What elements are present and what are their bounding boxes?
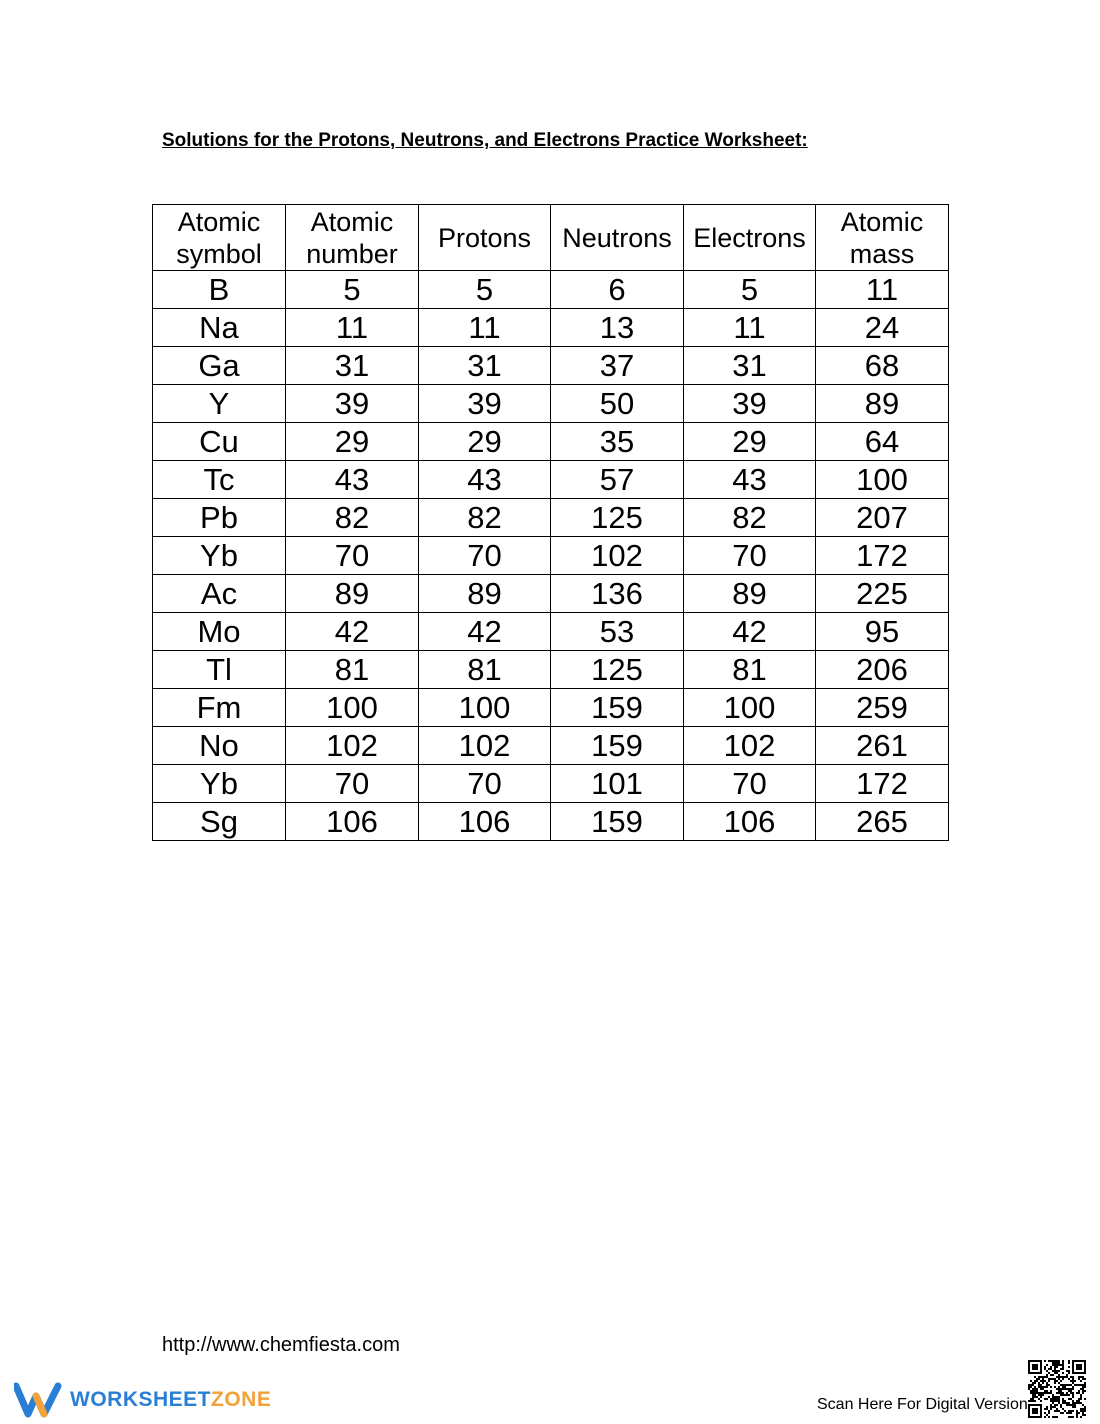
table-row [153,575,949,613]
cell-atomic-symbol: Yb [153,537,286,575]
header-neutrons: Neutrons [551,205,684,271]
cell-neutrons: 37 [551,347,684,385]
cell-atomic-number: 70 [286,765,419,803]
table-row [153,347,949,385]
cell-neutrons: 159 [551,727,684,765]
cell-atomic-number: 106 [286,803,419,841]
cell-protons: 39 [419,385,551,423]
worksheetzone-brand[interactable] [14,1382,271,1418]
cell-neutrons: 125 [551,499,684,537]
cell-atomic-symbol: Ga [153,347,286,385]
cell-protons: 89 [419,575,551,613]
cell-atomic-number: 42 [286,613,419,651]
answer-table [152,204,949,841]
table-row [153,651,949,689]
cell-atomic-symbol: Ac [153,575,286,613]
header-atomic-mass: Atomic mass [816,205,949,271]
cell-protons: 70 [419,765,551,803]
cell-atomic-mass: 89 [816,385,949,423]
table-row [153,271,949,309]
header-atomic-number: Atomic number [286,205,419,271]
cell-atomic-symbol: B [153,271,286,309]
cell-protons: 70 [419,537,551,575]
brand-name-part1: WORKSHEET [70,1388,211,1411]
cell-atomic-mass: 172 [816,537,949,575]
cell-neutrons: 102 [551,537,684,575]
cell-atomic-number: 100 [286,689,419,727]
cell-atomic-symbol: Na [153,309,286,347]
cell-atomic-mass: 225 [816,575,949,613]
table-row [153,727,949,765]
cell-atomic-symbol: Y [153,385,286,423]
logo-stroke-accent [36,1396,44,1414]
page-title: Solutions for the Protons, Neutrons, and Electrons Practice Worksheet: [162,130,808,151]
cell-protons: 29 [419,423,551,461]
cell-atomic-symbol: Cu [153,423,286,461]
source-url[interactable]: http://www.chemfiesta.com [162,1334,400,1356]
cell-atomic-number: 31 [286,347,419,385]
cell-protons: 31 [419,347,551,385]
header-protons: Protons [419,205,551,271]
cell-electrons: 100 [684,689,816,727]
cell-atomic-number: 102 [286,727,419,765]
cell-protons: 82 [419,499,551,537]
cell-electrons: 42 [684,613,816,651]
cell-atomic-symbol: Yb [153,765,286,803]
cell-protons: 42 [419,613,551,651]
cell-electrons: 29 [684,423,816,461]
cell-atomic-mass: 172 [816,765,949,803]
brand-name [70,1388,271,1412]
cell-electrons: 43 [684,461,816,499]
cell-atomic-mass: 265 [816,803,949,841]
cell-neutrons: 6 [551,271,684,309]
table-row [153,499,949,537]
header-atomic-symbol: Atomic symbol [153,205,286,271]
cell-atomic-number: 11 [286,309,419,347]
cell-atomic-mass: 24 [816,309,949,347]
cell-atomic-mass: 100 [816,461,949,499]
cell-protons: 106 [419,803,551,841]
cell-atomic-mass: 64 [816,423,949,461]
cell-atomic-mass: 261 [816,727,949,765]
table-header-row [153,205,949,271]
cell-electrons: 106 [684,803,816,841]
cell-atomic-symbol: Pb [153,499,286,537]
cell-atomic-mass: 68 [816,347,949,385]
cell-atomic-symbol: Mo [153,613,286,651]
cell-neutrons: 159 [551,689,684,727]
cell-electrons: 31 [684,347,816,385]
table-row [153,461,949,499]
qr-code-icon[interactable] [1028,1360,1086,1418]
cell-neutrons: 53 [551,613,684,651]
cell-atomic-symbol: No [153,727,286,765]
cell-electrons: 89 [684,575,816,613]
cell-protons: 100 [419,689,551,727]
cell-electrons: 81 [684,651,816,689]
cell-neutrons: 125 [551,651,684,689]
cell-neutrons: 50 [551,385,684,423]
cell-protons: 102 [419,727,551,765]
cell-atomic-symbol: Sg [153,803,286,841]
header-electrons: Electrons [684,205,816,271]
cell-atomic-symbol: Tc [153,461,286,499]
cell-protons: 11 [419,309,551,347]
cell-atomic-number: 5 [286,271,419,309]
cell-neutrons: 35 [551,423,684,461]
cell-electrons: 70 [684,537,816,575]
table-row [153,803,949,841]
cell-atomic-number: 89 [286,575,419,613]
cell-atomic-mass: 207 [816,499,949,537]
cell-atomic-number: 43 [286,461,419,499]
table-row [153,689,949,727]
cell-electrons: 70 [684,765,816,803]
cell-neutrons: 57 [551,461,684,499]
cell-atomic-number: 81 [286,651,419,689]
cell-neutrons: 13 [551,309,684,347]
brand-name-part2: ZONE [211,1388,272,1411]
table-row [153,385,949,423]
cell-neutrons: 101 [551,765,684,803]
cell-electrons: 11 [684,309,816,347]
cell-neutrons: 136 [551,575,684,613]
cell-neutrons: 159 [551,803,684,841]
cell-protons: 81 [419,651,551,689]
cell-atomic-symbol: Tl [153,651,286,689]
cell-electrons: 82 [684,499,816,537]
table-row [153,613,949,651]
table-row [153,537,949,575]
scan-instruction: Scan Here For Digital Version [817,1396,1028,1413]
cell-atomic-mass: 206 [816,651,949,689]
cell-electrons: 5 [684,271,816,309]
cell-protons: 43 [419,461,551,499]
cell-atomic-number: 29 [286,423,419,461]
table-row [153,423,949,461]
cell-electrons: 102 [684,727,816,765]
cell-atomic-number: 39 [286,385,419,423]
cell-atomic-mass: 11 [816,271,949,309]
cell-atomic-mass: 95 [816,613,949,651]
table-row [153,309,949,347]
worksheetzone-logo-icon [14,1382,64,1418]
table-body [153,271,949,841]
cell-atomic-number: 82 [286,499,419,537]
table-row [153,765,949,803]
cell-atomic-number: 70 [286,537,419,575]
cell-protons: 5 [419,271,551,309]
cell-electrons: 39 [684,385,816,423]
cell-atomic-mass: 259 [816,689,949,727]
cell-atomic-symbol: Fm [153,689,286,727]
